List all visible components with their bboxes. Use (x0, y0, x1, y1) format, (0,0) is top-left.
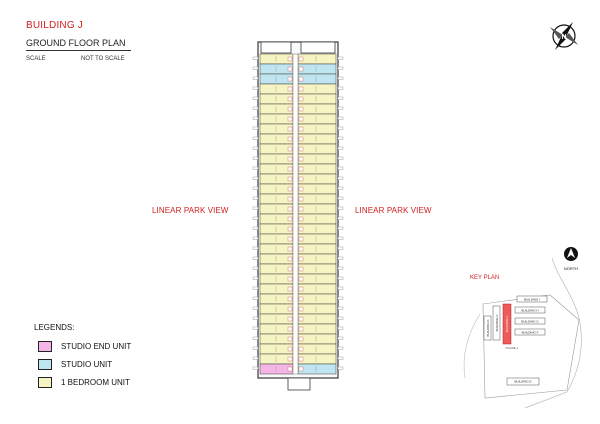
corridor (293, 54, 298, 374)
balcony-tag (338, 67, 343, 70)
bathroom (299, 187, 303, 191)
unit-right (298, 274, 336, 284)
unit-right (298, 104, 336, 114)
bathroom (288, 217, 292, 221)
title-underline (26, 50, 131, 51)
unit-right (298, 134, 336, 144)
balcony-tag (338, 237, 343, 240)
unit-right (298, 54, 336, 64)
balcony-tag (253, 367, 258, 370)
bathroom (288, 197, 292, 201)
balcony-tag (253, 77, 258, 80)
unit-right (298, 344, 336, 354)
balcony-tag (338, 167, 343, 170)
bathroom (288, 287, 292, 291)
bathroom (288, 207, 292, 211)
balcony-tag (253, 237, 258, 240)
right-view-label: LINEAR PARK VIEW (355, 206, 432, 215)
bathroom (288, 87, 292, 91)
balcony-tag (253, 307, 258, 310)
unit-right (298, 294, 336, 304)
key-building-i: BUILDING I (524, 297, 540, 302)
unit-right (298, 264, 336, 274)
balcony-tag (338, 317, 343, 320)
entrance-lobby (288, 378, 310, 390)
unit-right (298, 284, 336, 294)
bathroom (288, 147, 292, 151)
bathroom (299, 257, 303, 261)
balcony-tag (338, 227, 343, 230)
balcony-tag (253, 217, 258, 220)
studio-end-swatch (38, 341, 52, 352)
legend-item-studio (38, 359, 112, 370)
bathroom (299, 347, 303, 351)
balcony-tag (338, 57, 343, 60)
key-building-j: BUILDING J (505, 315, 509, 333)
key-building-f-side: BUILDING F (494, 314, 499, 332)
bathroom (288, 157, 292, 161)
unit-right (298, 84, 336, 94)
bathroom (299, 217, 303, 221)
unit-right (298, 244, 336, 254)
bathroom (288, 117, 292, 121)
bathroom (299, 167, 303, 171)
balcony-tag (338, 287, 343, 290)
key-phase-label: PHASE 1 (505, 346, 519, 350)
balcony-tag (253, 187, 258, 190)
balcony-tag (338, 247, 343, 250)
bathroom (288, 57, 292, 61)
balcony-tag (253, 247, 258, 250)
unit-right (298, 304, 336, 314)
bathroom (288, 317, 292, 321)
balcony-tag (338, 117, 343, 120)
plan-title: GROUND FLOOR PLAN (26, 38, 126, 48)
bathroom (288, 177, 292, 181)
balcony-tag (338, 177, 343, 180)
unit-right (298, 64, 336, 74)
balcony-tag (253, 97, 258, 100)
unit-right (298, 94, 336, 104)
left-view-label: LINEAR PARK VIEW (152, 206, 229, 215)
bathroom (299, 137, 303, 141)
balcony-tag (338, 97, 343, 100)
bathroom (299, 227, 303, 231)
balcony-tag (253, 117, 258, 120)
bathroom (299, 247, 303, 251)
legend-label: STUDIO UNIT (61, 360, 113, 369)
balcony-tag (253, 277, 258, 280)
stair-left (261, 42, 291, 53)
unit-right (298, 354, 336, 364)
bathroom (299, 117, 303, 121)
bathroom (288, 267, 292, 271)
bathroom (299, 147, 303, 151)
key-plan-label: KEY PLAN (470, 275, 500, 281)
bathroom (288, 347, 292, 351)
balcony-tag (253, 147, 258, 150)
bathroom (299, 107, 303, 111)
balcony-tag (253, 207, 258, 210)
balcony-tag (338, 147, 343, 150)
bathroom (288, 237, 292, 241)
building-title: BUILDING J (26, 20, 84, 31)
balcony-tag (253, 167, 258, 170)
bathroom (299, 357, 303, 361)
balcony-tag (253, 157, 258, 160)
balcony-tag (253, 347, 258, 350)
bathroom (299, 77, 303, 81)
balcony-tag (253, 287, 258, 290)
key-plan-map (455, 240, 590, 415)
bathroom (299, 207, 303, 211)
bathroom (288, 327, 292, 331)
compass-icon (546, 18, 582, 54)
one-bedroom-swatch (38, 377, 52, 388)
bathroom (288, 367, 292, 371)
balcony-tag (253, 197, 258, 200)
legend-item-studio-end (38, 341, 131, 352)
balcony-tag (253, 357, 258, 360)
bathroom (299, 97, 303, 101)
balcony-tag (338, 277, 343, 280)
balcony-tag (338, 257, 343, 260)
bathroom (288, 187, 292, 191)
balcony-tag (338, 217, 343, 220)
balcony-tag (253, 257, 258, 260)
legend-label: STUDIO END UNIT (61, 342, 132, 351)
bathroom (299, 157, 303, 161)
bathroom (288, 257, 292, 261)
balcony-tag (338, 347, 343, 350)
bathroom (299, 87, 303, 91)
balcony-tag (253, 107, 258, 110)
unit-right (298, 324, 336, 334)
balcony-tag (253, 57, 258, 60)
bathroom (288, 297, 292, 301)
key-building-e: BUILDING E (514, 379, 532, 384)
unit-right (298, 174, 336, 184)
stair-right (301, 42, 335, 53)
scale-label: SCALE (26, 56, 46, 62)
legend-title: LEGENDS: (34, 323, 75, 332)
bathroom (288, 97, 292, 101)
bathroom (299, 337, 303, 341)
balcony-tag (338, 357, 343, 360)
unit-right (298, 204, 336, 214)
bathroom (288, 127, 292, 131)
balcony-tag (338, 307, 343, 310)
balcony-tag (253, 327, 258, 330)
bathroom (288, 227, 292, 231)
bathroom (299, 197, 303, 201)
unit-right (298, 364, 336, 374)
balcony-tag (338, 107, 343, 110)
bathroom (299, 277, 303, 281)
bathroom (299, 57, 303, 61)
balcony-tag (338, 137, 343, 140)
unit-right (298, 214, 336, 224)
studio-swatch (38, 359, 52, 370)
balcony-tag (338, 367, 343, 370)
balcony-tag (338, 127, 343, 130)
bathroom (299, 297, 303, 301)
scale-value: NOT TO SCALE (81, 56, 125, 62)
bathroom (299, 237, 303, 241)
balcony-tag (338, 77, 343, 80)
balcony-tag (338, 297, 343, 300)
bathroom (288, 167, 292, 171)
balcony-tag (338, 187, 343, 190)
north-arrow-icon (564, 247, 578, 261)
bathroom (299, 177, 303, 181)
balcony-tag (338, 207, 343, 210)
bathroom (288, 137, 292, 141)
bathroom (288, 337, 292, 341)
balcony-tag (253, 227, 258, 230)
unit-right (298, 224, 336, 234)
legend-label: 1 BEDROOM UNIT (61, 378, 130, 387)
bathroom (288, 277, 292, 281)
svg-text:N: N (561, 34, 567, 41)
floor-plan (248, 38, 348, 394)
balcony-tag (338, 337, 343, 340)
unit-right (298, 184, 336, 194)
unit-right (298, 164, 336, 174)
balcony-tag (253, 137, 258, 140)
bathroom (288, 357, 292, 361)
unit-right (298, 194, 336, 204)
balcony-tag (253, 297, 258, 300)
unit-right (298, 234, 336, 244)
balcony-tag (338, 197, 343, 200)
bathroom (299, 127, 303, 131)
unit-right (298, 154, 336, 164)
bathroom (299, 67, 303, 71)
bathroom (299, 287, 303, 291)
balcony-tag (338, 157, 343, 160)
balcony-tag (338, 327, 343, 330)
balcony-tag (338, 87, 343, 90)
legend-item-1br (38, 377, 130, 388)
bathroom (299, 327, 303, 331)
balcony-tag (253, 87, 258, 90)
balcony-tag (253, 67, 258, 70)
key-building-h: BUILDING H (521, 308, 539, 313)
balcony-tag (253, 317, 258, 320)
bathroom (299, 307, 303, 311)
unit-right (298, 114, 336, 124)
key-building-k: BUILDING K (485, 319, 490, 337)
balcony-tag (253, 127, 258, 130)
bathroom (299, 367, 303, 371)
bathroom (299, 267, 303, 271)
balcony-tag (253, 177, 258, 180)
bathroom (288, 77, 292, 81)
unit-right (298, 334, 336, 344)
unit-right (298, 314, 336, 324)
unit-right (298, 74, 336, 84)
unit-right (298, 254, 336, 264)
unit-right (298, 144, 336, 154)
bathroom (288, 67, 292, 71)
north-label: NORTH (563, 266, 579, 271)
key-building-g: BUILDING G (521, 319, 539, 324)
balcony-tag (253, 267, 258, 270)
balcony-tag (338, 267, 343, 270)
bathroom (288, 247, 292, 251)
unit-right (298, 124, 336, 134)
bathroom (299, 317, 303, 321)
bathroom (288, 307, 292, 311)
key-building-f: BUILDING F (521, 330, 539, 335)
balcony-tag (253, 337, 258, 340)
bathroom (288, 107, 292, 111)
